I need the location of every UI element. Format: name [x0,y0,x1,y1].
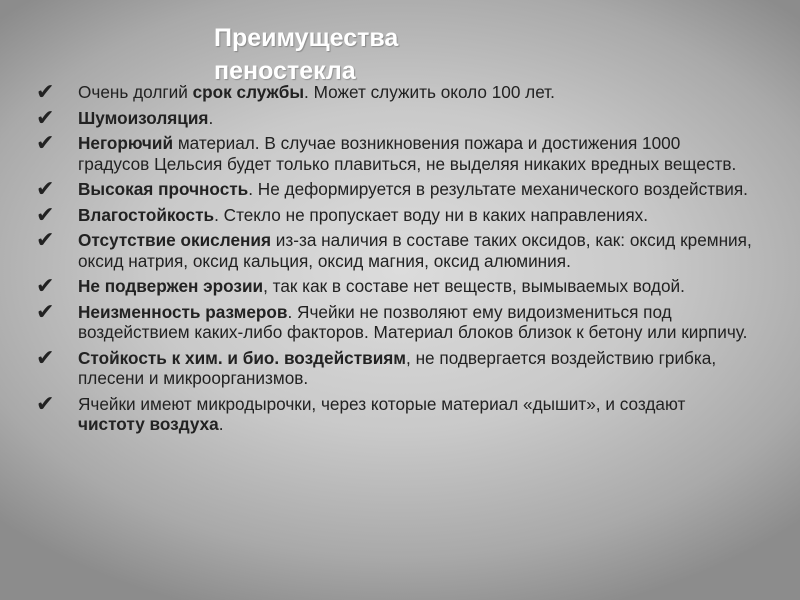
check-mark-icon: ✔ [36,131,55,156]
bullet-plain-text: материал. В случае возникновения пожара и достижения 1000 градусов Цельсия будет только плавиться, не выделяя никаких вредных веществ. [78,133,737,174]
bullet-plain-text: . Ячейки не позволяют ему видоизмениться под воздействием каких-либо факторов. Материал блоков близок к бетону или кирпичу. [78,301,748,342]
bullet-text [78,179,756,200]
bullet-item [36,345,756,389]
bullet-bold-text: Неизменность размеров [78,301,288,322]
bullet-plain-text: , так как в составе нет веществ, вымываемых водой. [263,276,685,296]
bullet-plain-text: . Стекло не пропускает воду ни в каких направлениях. [214,204,649,225]
bullet-bold-text: Отсутствие окисления [78,230,271,250]
bullet-item [36,299,756,343]
bullet-bold-text: Негорючий [78,133,174,153]
bullet-plain-text: Очень долгий [78,82,193,102]
bullet-item [36,276,756,297]
check-mark-icon: ✔ [36,80,55,105]
bullet-text [78,394,756,435]
bullet-bold-text: Не подвержен эрозии [78,276,264,296]
bullet-text [78,82,756,103]
check-mark-icon: ✔ [36,345,55,371]
bullet-bold-text: чистоту воздуха [78,414,219,434]
bullet-item [36,105,756,131]
bullet-text [78,276,756,297]
bullet-text [78,205,756,226]
check-mark-icon: ✔ [36,274,55,299]
check-mark-icon: ✔ [36,391,55,417]
check-mark-icon: ✔ [36,177,55,202]
bullet-bold-text: Высокая прочность [78,179,249,199]
bullet-plain-text: . Может служить около 100 лет. [304,82,555,102]
bullet-item [36,230,756,271]
bullet-list [36,82,756,440]
bullet-text [78,108,756,129]
bullet-plain-text: . [218,414,224,434]
bullet-plain-text: . [208,107,214,128]
bullet-plain-text: , не подвергается воздействию грибка, плесени и микроорганизмов. [78,347,717,388]
slide-title: Преимущества пеностекла [214,24,399,85]
bullet-bold-text: срок службы [192,82,305,102]
bullet-item [36,133,756,174]
bullet-text [78,348,756,389]
bullet-text [78,133,756,174]
bullet-bold-text: Шумоизоляция [78,107,209,128]
bullet-item [36,202,756,228]
bullet-plain-text: Ячейки имеют микродырочки, через которые материал «дышит», и создают [78,393,686,414]
bullet-item [36,179,756,200]
check-mark-icon: ✔ [36,202,55,228]
bullet-bold-text: Стойкость к хим. и био. воздействиям [78,347,407,368]
bullet-plain-text: . Не деформируется в результате механического воздействия. [248,179,748,199]
bullet-item [36,391,756,435]
bullet-bold-text: Влагостойкость [78,204,215,225]
bullet-item [36,82,756,103]
check-mark-icon: ✔ [36,228,55,253]
check-mark-icon: ✔ [36,105,55,131]
bullet-plain-text: из-за наличия в составе таких оксидов, как: оксид кремния, оксид натрия, оксид кальция, оксид магния, оксид алюминия. [78,230,752,271]
bullet-text [78,302,756,343]
check-mark-icon: ✔ [36,299,55,325]
bullet-text [78,230,756,271]
